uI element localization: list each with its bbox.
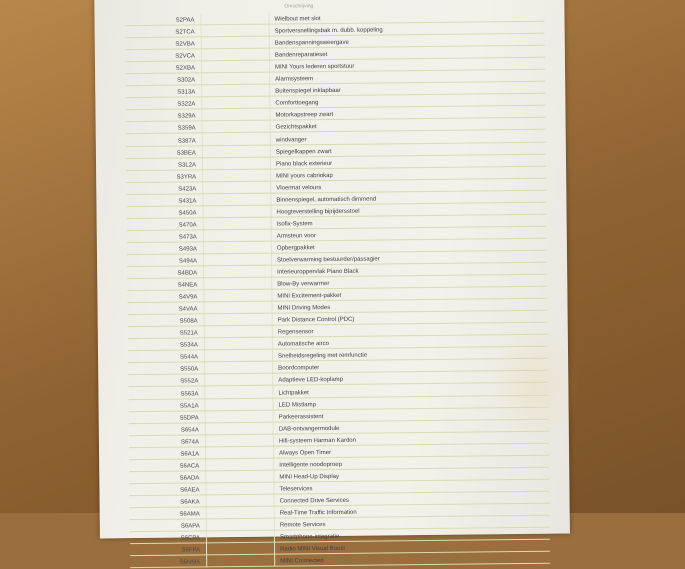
option-code: S450A <box>178 210 197 217</box>
option-description: MINI Excitement-pakket <box>277 293 342 300</box>
option-code: S494A <box>179 258 198 265</box>
option-code: S359A <box>177 125 196 133</box>
option-description: Real-Time Traffic Information <box>279 509 357 517</box>
option-description: Gezichtspakket <box>275 124 317 132</box>
option-code: S550A <box>180 366 199 374</box>
option-code: S5DPA <box>179 414 199 422</box>
option-code: S2TCA <box>175 29 195 36</box>
option-code: S322A <box>177 101 196 108</box>
option-code: S2VCA <box>175 53 195 60</box>
option-code: S2XBA <box>175 65 196 72</box>
option-description: Wielbout met slot <box>274 16 321 23</box>
option-code: S431A <box>178 198 197 205</box>
option-code: S4V9A <box>178 294 198 301</box>
option-description: Park Distance Control (PDC) <box>277 316 355 324</box>
option-code: S544A <box>180 354 199 361</box>
option-code: S470A <box>178 222 197 229</box>
option-description: Spiegelkappen zwart <box>275 148 332 156</box>
option-description: Piano black exterieur <box>276 160 333 168</box>
option-description: Boordcomputer <box>278 365 320 372</box>
option-description: MINI yours cabriokap <box>276 172 333 180</box>
option-code: S493A <box>178 246 197 253</box>
option-code: S6A1A <box>180 451 200 458</box>
option-code: S6AEA <box>180 487 200 494</box>
option-description: Blow-By verwarmer <box>277 281 330 288</box>
column-header-description: Omschrijving <box>284 3 314 10</box>
option-description: Bandenreparatieset <box>274 52 328 59</box>
option-description: Hifi-systeem Harman Kardon <box>278 437 356 445</box>
option-description: Stoelverwarming bestuurder/passagier <box>277 256 380 264</box>
option-code: S563A <box>180 390 199 398</box>
option-code: S6AMA <box>179 511 200 518</box>
option-description: Interieuroppervlak Piano Black <box>277 268 359 276</box>
option-code: S302A <box>177 77 196 84</box>
option-description: Armsteun voor <box>276 233 316 240</box>
option-code: S4VAA <box>178 306 198 313</box>
option-description: Alarmsysteem <box>275 76 314 83</box>
option-description: MINI Yours lederen sportstuur <box>274 63 355 71</box>
option-code: S473A <box>178 234 197 241</box>
option-code: S3BEA <box>176 149 196 157</box>
option-description: windvanger <box>275 136 307 144</box>
option-code: S6FPA <box>181 547 201 554</box>
option-description: Radio MINI Visual Boost <box>280 545 346 553</box>
option-code: S654A <box>180 427 199 434</box>
options-table <box>124 10 550 569</box>
option-code: S4NEA <box>177 282 198 289</box>
option-code: S6NMA <box>179 559 201 566</box>
option-code: S521A <box>179 330 198 337</box>
option-description: Smartphone-integratie <box>279 534 340 541</box>
option-code: S6CPA <box>180 535 200 542</box>
option-description: Intelligente noodoproep <box>279 461 342 469</box>
option-code: S387A <box>177 137 196 145</box>
option-description: Connected Drive Services <box>279 497 349 505</box>
option-description: Buitenspiegel inklapbaar <box>275 88 341 95</box>
option-description: Opbergpakket <box>276 245 315 252</box>
option-code: S313A <box>177 89 196 96</box>
option-description: Sportversnellingsbak m. dubb. koppeling <box>274 27 383 35</box>
option-description: MINI Head-Up Display <box>279 473 340 481</box>
option-code: S423A <box>178 186 197 193</box>
option-description: Remote Services <box>279 522 326 529</box>
option-description: Binnenspiegel, automatisch dimmend <box>276 196 377 204</box>
option-description: Adaptieve LED-koplamp <box>278 377 344 385</box>
option-code: S2VBA <box>175 41 195 48</box>
option-code: S3L2A <box>177 162 197 169</box>
option-description: Always Open Timer <box>279 449 332 457</box>
option-description: Regensensor <box>277 329 314 336</box>
option-code: S552A <box>180 378 199 386</box>
option-description: Lichtpakket <box>278 389 309 397</box>
option-description: Bandenspanningsweergave <box>274 39 349 47</box>
option-code: S5A1A <box>179 402 199 410</box>
option-description: Vloermat velours <box>276 184 322 192</box>
option-description: Teleservices <box>279 486 313 493</box>
option-description: Hoogteverstelling bijrijdersstoel <box>276 208 360 216</box>
option-description: Parkeerassistent <box>278 413 324 421</box>
option-description: Comforttoegang <box>275 100 319 107</box>
option-description: MINI Connected <box>280 558 324 565</box>
option-code: S534A <box>179 342 198 349</box>
option-description: Automatische airco <box>277 341 329 348</box>
option-code: S674A <box>180 439 199 446</box>
option-description: DAB-ontvangermodule <box>278 425 340 433</box>
option-code: S3YRA <box>176 174 197 181</box>
option-code: S6AKA <box>180 499 200 506</box>
option-description: LED Mistlamp <box>278 401 316 409</box>
option-code: S4BDA <box>177 270 198 277</box>
options-list-sheet <box>94 0 570 566</box>
option-code: S6APA <box>180 523 200 530</box>
option-description: Isofix-System <box>276 221 313 228</box>
option-code: S508A <box>179 318 198 325</box>
option-code: S6ACA <box>179 463 200 470</box>
option-code: S6ADA <box>179 475 200 482</box>
option-code: S329A <box>177 113 196 121</box>
option-description: Snelheidsregeling met remfunctie <box>278 352 368 360</box>
option-description: MINI Driving Modes <box>277 305 331 312</box>
option-description: Motorkapstreep zwart <box>275 112 334 120</box>
option-code: S2PAA <box>175 17 195 24</box>
